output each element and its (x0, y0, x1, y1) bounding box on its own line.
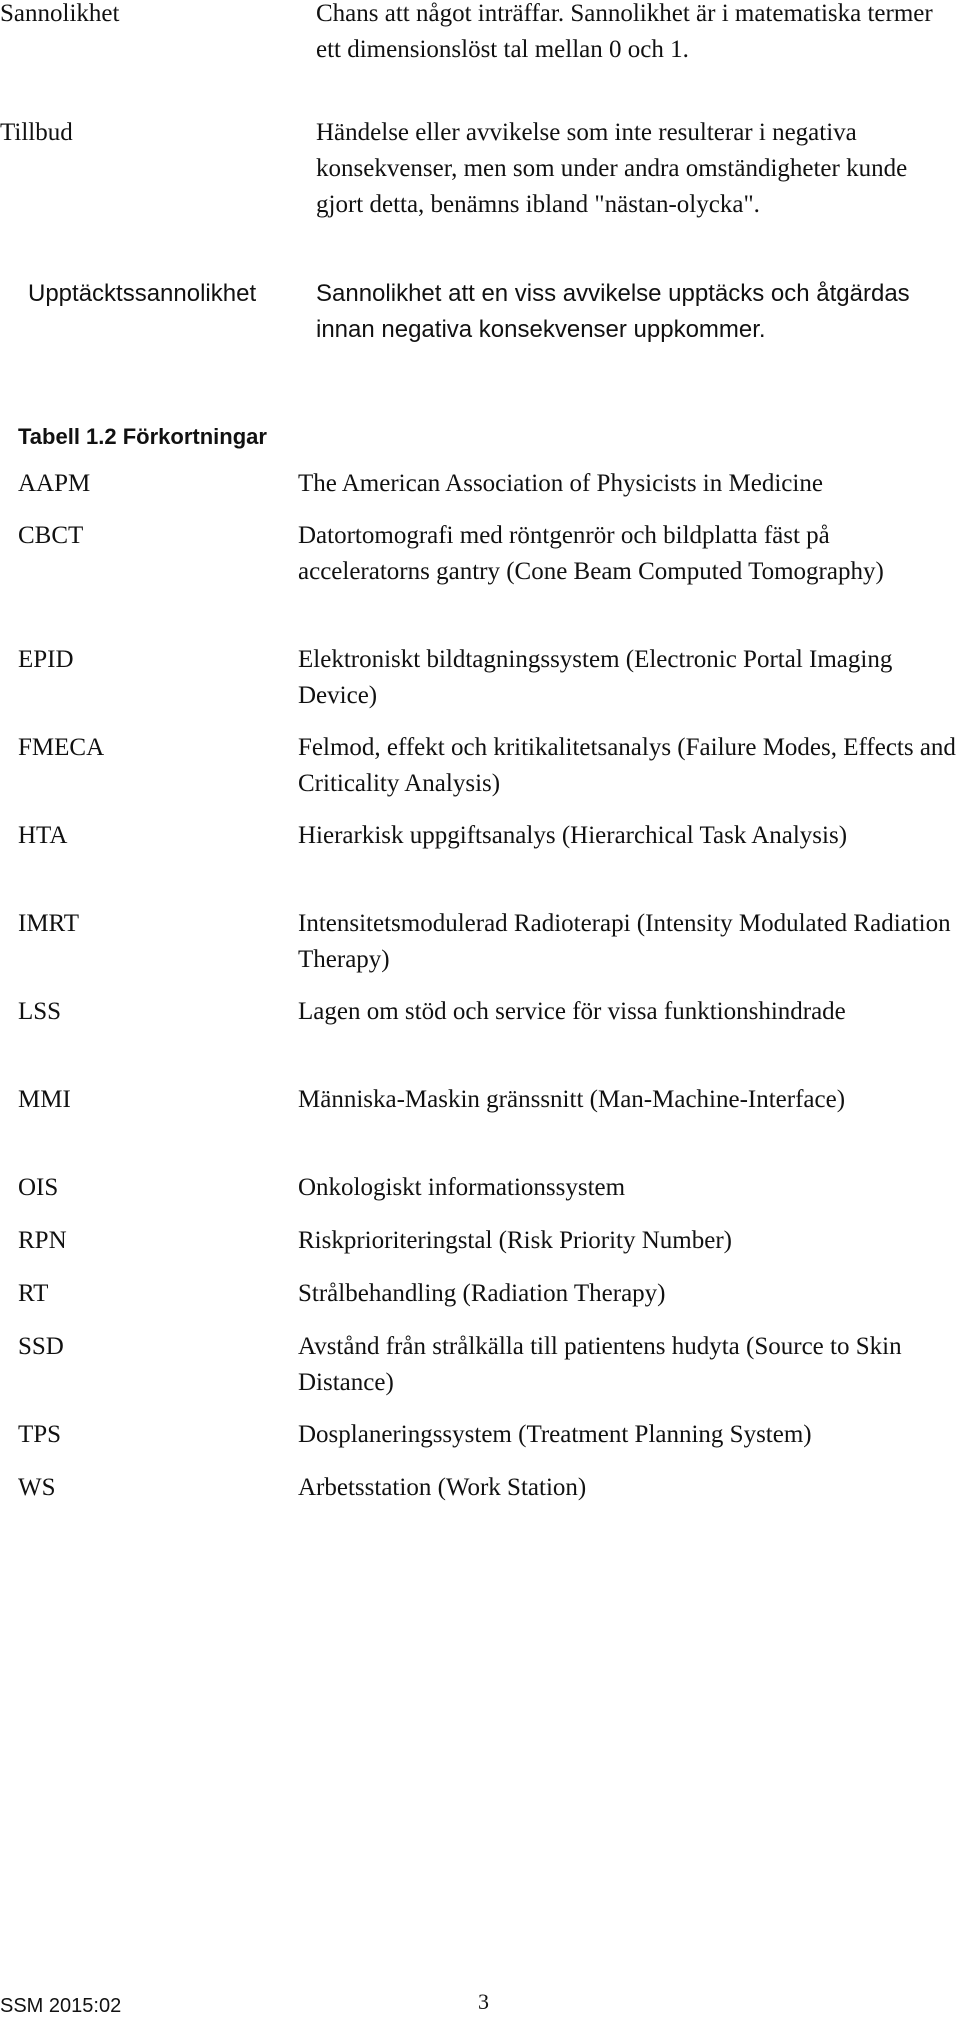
abbreviation-meaning: Elektroniskt bildtagningssystem (Electronic Portal Imaging Device) (298, 646, 893, 709)
abbreviation-meaning: Riskprioriteringstal (Risk Priority Number) (298, 1227, 732, 1254)
definition-description: Chans att något inträffar. Sannolikhet är i matematiska termer ett dimensionslöst tal mellan 0 och 1. (316, 0, 933, 63)
abbreviation: AAPM (18, 470, 91, 497)
abbreviation-meaning: Lagen om stöd och service för vissa funktionshindrade (298, 998, 846, 1025)
abbreviation-meaning: Avstånd från strålkälla till patientens hudyta (Source to Skin Distance) (298, 1333, 902, 1396)
publication-id: SSM 2015:02 (0, 1995, 122, 2017)
abbreviation-meaning: Strålbehandling (Radiation Therapy) (298, 1280, 666, 1307)
abbreviation: EPID (18, 646, 74, 673)
abbreviation: OIS (18, 1174, 59, 1201)
abbreviation-meaning: Onkologiskt informationssystem (298, 1174, 626, 1201)
definition-term: Upptäcktssannolikhet (28, 280, 257, 307)
abbreviation-meaning: Felmod, effekt och kritikalitetsanalys (Failure Modes, Effects and Criticality Analysis) (298, 734, 956, 797)
abbreviation: MMI (18, 1086, 71, 1113)
definition-term: Tillbud (0, 119, 73, 146)
definition-term: Sannolikhet (0, 0, 120, 27)
abbreviation: CBCT (18, 522, 84, 549)
abbreviation: SSD (18, 1333, 64, 1360)
abbreviation-meaning: Dosplaneringssystem (Treatment Planning System) (298, 1421, 812, 1448)
abbreviation-meaning: Intensitetsmodulerad Radioterapi (Intensity Modulated Radiation Therapy) (298, 910, 951, 973)
abbreviation-meaning: Människa-Maskin gränssnitt (Man-Machine-Interface) (298, 1086, 846, 1113)
definition-description: Händelse eller avvikelse som inte resulterar i negativa konsekvenser, men som under andra omständigheter kunde gjort detta, benämns ibland "nästan-olycka". (316, 119, 908, 218)
abbreviation-meaning: Hierarkisk uppgiftsanalys (Hierarchical Task Analysis) (298, 822, 848, 849)
abbreviation: IMRT (18, 910, 79, 937)
abbreviation-meaning: Datortomografi med röntgenrör och bildplatta fäst på acceleratorns gantry (Cone Beam Computed Tomography) (298, 522, 884, 585)
page-number: 3 (478, 1989, 489, 2014)
abbreviation: RT (18, 1280, 49, 1307)
table-title: Tabell 1.2 Förkortningar (18, 424, 267, 449)
abbreviation: LSS (18, 998, 62, 1025)
abbreviation: RPN (18, 1227, 67, 1254)
abbreviation: WS (18, 1474, 56, 1501)
abbreviation: HTA (18, 822, 68, 849)
abbreviation: FMECA (18, 734, 105, 761)
abbreviation-meaning: The American Association of Physicists in Medicine (298, 470, 823, 497)
abbreviation-meaning: Arbetsstation (Work Station) (298, 1474, 587, 1501)
definition-description: Sannolikhet att en viss avvikelse upptäcks och åtgärdas innan negativa konsekvenser uppkommer. (316, 280, 910, 343)
abbreviation: TPS (18, 1421, 62, 1448)
